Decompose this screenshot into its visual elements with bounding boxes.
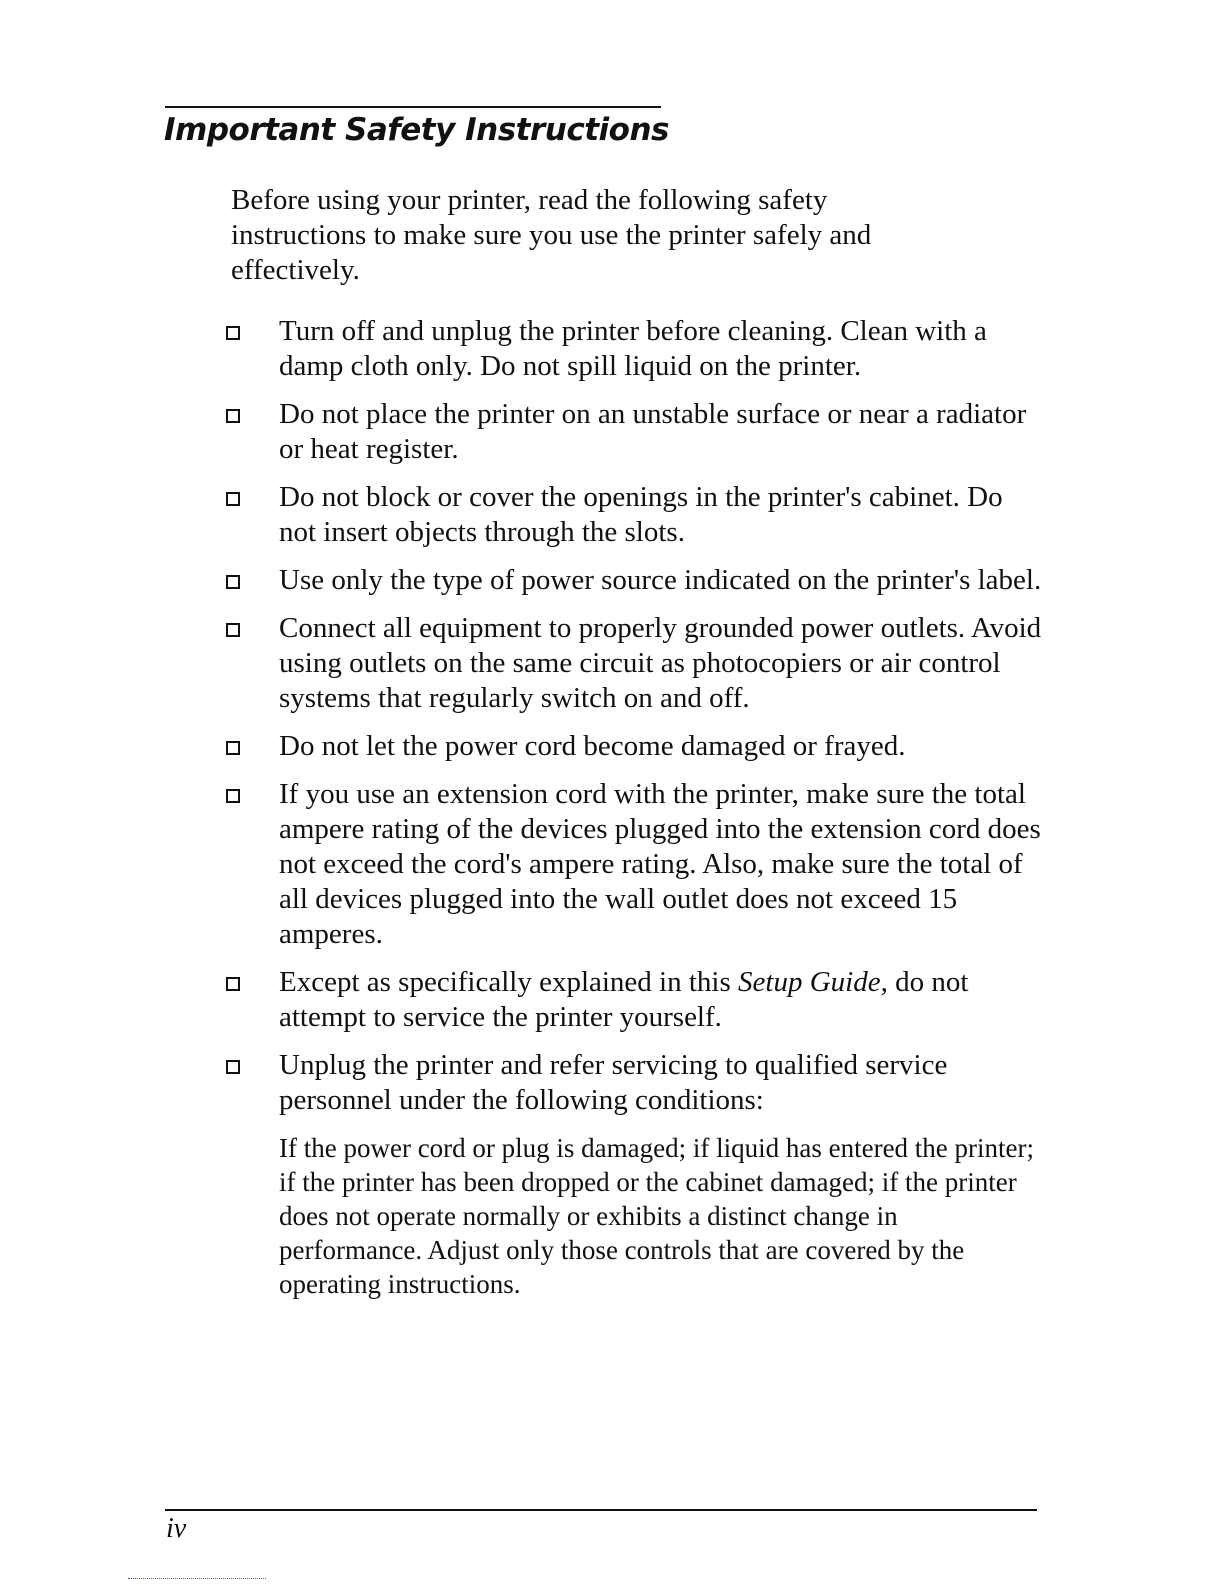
list-item-text: If you use an extension cord with the printer, make sure the total ampere rating of the devices plugged into the extension cord does not exceed the cord's ampere rating. Also, make sure the total of all devices plugged into the wall outlet does not exceed 15 amperes.: [279, 778, 1041, 950]
conditions-paragraph: If the power cord or plug is damaged; if liquid has entered the printer; if the printer has been dropped or the cabinet damaged; if the printer does not operate normally or exhibits a distinct change in performance. Adjust only those controls that are covered by the operating instructions.: [279, 1133, 1035, 1299]
list-item: [226, 777, 1046, 952]
checkbox-bullet-icon: [226, 1060, 240, 1074]
list-item-text: Unplug the printer and refer servicing to qualified service personnel under the following conditions:: [279, 1049, 948, 1116]
footer-rule: [165, 1509, 1037, 1511]
checkbox-bullet-icon: [226, 977, 240, 991]
title-rule: [165, 106, 661, 108]
setup-guide-title: Setup Guide,: [738, 966, 888, 998]
list-item: [226, 397, 1046, 467]
list-item-text-before: Except as specifically explained in this: [279, 966, 739, 998]
intro-paragraph: Before using your printer, read the following safety instructions to make sure you use the printer safely and effectively.: [231, 184, 872, 286]
list-item-text: Do not block or cover the openings in the printer's cabinet. Do not insert objects through the slots.: [279, 481, 1003, 548]
checkbox-bullet-icon: [226, 789, 240, 803]
list-item-text: Turn off and unplug the printer before cleaning. Clean with a damp cloth only. Do not spill liquid on the printer.: [279, 315, 987, 382]
scan-edge-mark: [128, 1578, 266, 1579]
list-item-text: Connect all equipment to properly grounded power outlets. Avoid using outlets on the same circuit as photocopiers or air control systems that regularly switch on and off.: [279, 612, 1042, 714]
list-item-text-after: do not attempt to service the printer yourself.: [279, 966, 969, 1033]
safety-list: [226, 314, 1046, 1314]
list-item-text: Do not let the power cord become damaged or frayed.: [279, 730, 906, 762]
list-item-text: Do not place the printer on an unstable surface or near a radiator or heat register.: [279, 398, 1027, 465]
page-title: Important Safety Instructions: [164, 112, 669, 148]
list-item: [226, 1048, 1046, 1301]
checkbox-bullet-icon: [226, 492, 240, 506]
checkbox-bullet-icon: [226, 623, 240, 637]
list-item: [226, 480, 1046, 550]
list-item: [226, 563, 1046, 598]
list-item: [226, 314, 1046, 384]
checkbox-bullet-icon: [226, 409, 240, 423]
page-number: iv: [166, 1513, 187, 1544]
list-item: [226, 729, 1046, 764]
checkbox-bullet-icon: [226, 741, 240, 755]
list-item-text: Use only the type of power source indicated on the printer's label.: [279, 564, 1042, 596]
checkbox-bullet-icon: [226, 575, 240, 589]
checkbox-bullet-icon: [226, 326, 240, 340]
list-item: [226, 611, 1046, 716]
list-item: [226, 965, 1046, 1035]
